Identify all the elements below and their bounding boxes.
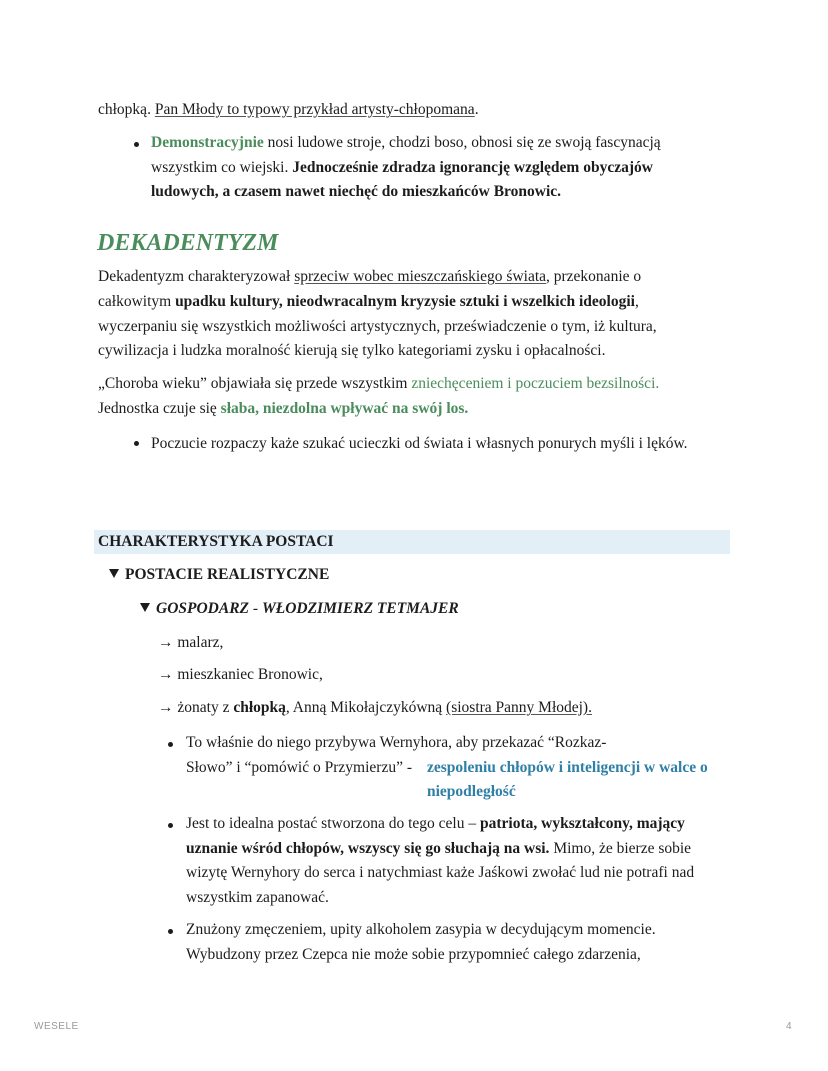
toggle2-person: WŁODZIMIERZ TETMAJER [261,600,459,617]
a3-bold: chłopką [233,699,286,716]
arrow-item-zonaty [158,695,798,720]
bullet-dot [168,929,173,934]
section-title: CHARAKTERYSTYKA POSTACI [98,533,334,550]
footer-title: WESELE [34,1021,79,1032]
paragraph-dekadentyzm [98,265,698,364]
intro-prefix: chłopką. [98,101,155,118]
arrow-item-mieszkaniec: → mieszkaniec Bronowic, [158,666,323,683]
bullet-dot [168,823,173,828]
sub-bullet-wernyhora [186,731,708,800]
sub-bullet-idealna-postac [186,812,726,910]
toggle2-name: GOSPODARZ [156,600,250,617]
a3-mid: , Anną Mikołajczykówną [285,699,447,716]
intro-line [98,97,738,122]
para2-text-2: Jednostka czuje się [98,399,221,417]
sub-bullet-znuzony: Znużony zmęczeniem, upity alkoholem zasypia w decydującym momencie. Wybudzony przez Czepca nie może sobie przypomnieć całego zdarzenia, [186,921,656,963]
triangle-down-icon [109,569,119,578]
toggle1-label: POSTACIE REALISTYCZNE [125,566,330,583]
heading-dekadentyzm: DEKADENTYZM [97,230,279,256]
intro-underlined-text: Pan Młody to typowy przykład artysty-chłopomana [154,101,475,118]
a3-underlined: (siostra Panny Młodej). [446,699,592,716]
para2-text-1: „Choroba wieku” objawiała się przede wszystkim [98,375,412,392]
toggle-postacie-realistyczne[interactable] [109,563,329,587]
para2-green-bold: słaba, niezdolna wpływać na swój los. [220,399,469,417]
bullet-dot [134,142,139,147]
bullet-dot [134,441,139,446]
s1-text: To właśnie do niego przybywa Wernyhora, aby przekazać “Rozkaz-Słowo” i “pomówić o Przymierzu” - [186,734,607,776]
footer-page-number: 4 [786,1021,793,1032]
para1-bold: upadku kultury, nieodwracalnym kryzysie sztuki i wszelkich ideologii [175,292,635,310]
s1-blue-bold: zespoleniu chłopów i inteligencji w walce o niepodległość [427,758,708,800]
toggle2-separator: - [249,600,262,617]
s2-text-1: Jest to idealna postać stworzona do tego celu – [186,815,480,832]
toggle-gospodarz[interactable] [140,597,459,621]
bullet1-bold: Jednocześnie zdradza ignorancję względem obyczajów ludowych, a czasem nawet niechęć do mieszkańców Bronowic. [151,158,653,200]
bullet1-highlight: Demonstracyjnie [151,134,264,151]
para1-text-3: , wyczerpaniu się wszystkich możliwości artystycznych, przeświadczenie o tym, iż kultura, cywilizacja i ludzka moralność kierują się tylko kategoriami zysku i opłacalności. [98,292,657,360]
arrow-item-malarz: → malarz, [158,634,224,651]
triangle-down-icon [140,603,150,612]
bullet1-text: nosi ludowe stroje, chodzi boso, obnosi się ze swoją fascynacją wszystkim co wiejski. [151,134,661,176]
para1-underlined: sprzeciw wobec mieszczańskiego świata [294,268,547,285]
bullet-demonstracyjnie [151,131,711,205]
s2-bold: patriota, wykształcony, mający uznanie wśród chłopów, wszyscy się go słuchają na wsi. [186,815,685,857]
para2-green: zniechęceniem i poczuciem bezsilności. [411,375,660,392]
paragraph-choroba-wieku [98,372,718,421]
bullet-poczucie-rozpaczy: Poczucie rozpaczy każe szukać ucieczki od świata i własnych ponurych myśli i lęków. [151,435,688,452]
bullet-dot [168,742,173,747]
para1-text-1: Dekadentyzm charakteryzował [98,268,295,285]
intro-suffix: . [474,101,479,118]
a3-prefix: → żonaty z [158,699,234,716]
para1-text-2: , przekonanie o całkowitym [98,268,642,310]
s2-text-2: Mimo, że bierze sobie wizytę Wernyhory do serca i natychmiast każe Jaśkowi zwołać lud nie potrafi nad wszystkim zapanować. [186,839,695,906]
